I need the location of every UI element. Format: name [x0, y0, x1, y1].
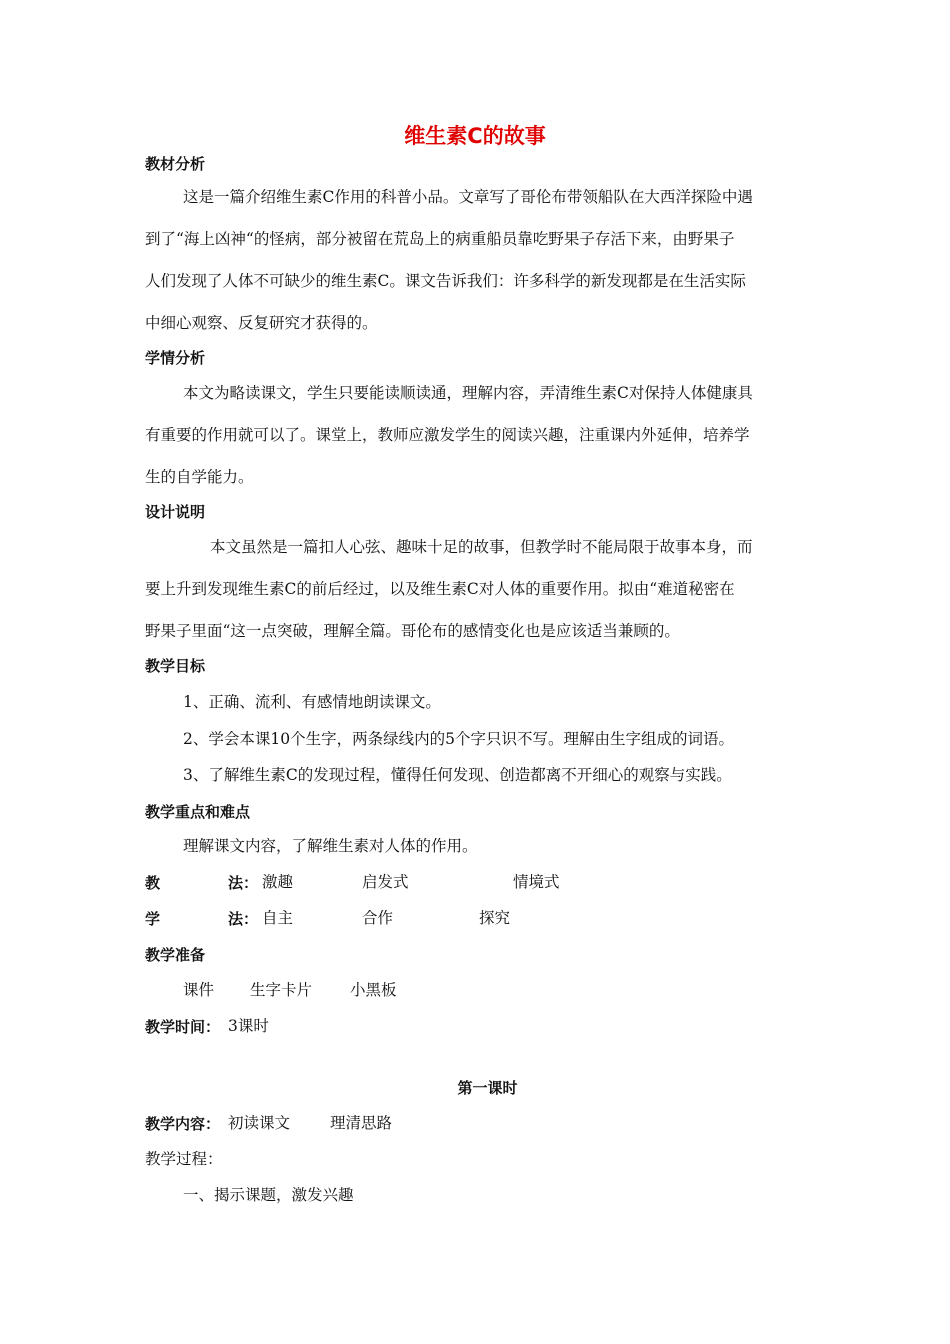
prep-item-1: 课件 — [183, 981, 215, 999]
lesson1-heading: 第一课时 — [457, 1079, 518, 1097]
learner-line-1: 本文为略读课文，学生只要能读顺读通，理解内容，弄清维生素C对保持人体健康具 — [183, 384, 753, 402]
prep-item-3: 小黑板 — [350, 981, 397, 999]
lesson1-content-1: 初读课文 — [228, 1114, 291, 1132]
keypoints-text: 理解课文内容，了解维生素对人体的作用。 — [183, 837, 478, 855]
heading-design: 设计说明 — [145, 503, 206, 521]
time-label: 教学时间： — [145, 1018, 221, 1036]
learn-method-label-b: 法： — [228, 910, 259, 928]
lesson1-step-1: 一、揭示课题，激发兴趣 — [183, 1186, 354, 1204]
prep-item-2: 生字卡片 — [250, 981, 313, 999]
design-line-1: 本文虽然是一篇扣人心弦、趣味十足的故事，但教学时不能局限于故事本身，而 — [210, 538, 753, 556]
teach-method-label-b: 法： — [228, 874, 259, 892]
learn-method-3: 探究 — [479, 909, 511, 927]
learner-line-2: 有重要的作用就可以了。课堂上，教师应激发学生的阅读兴趣，注重课内外延伸，培养学 — [145, 426, 750, 444]
learn-method-2: 合作 — [362, 909, 394, 927]
lesson1-content-label: 教学内容： — [145, 1115, 221, 1133]
lesson1-process-label: 教学过程： — [145, 1150, 223, 1168]
heading-material: 教材分析 — [145, 155, 206, 173]
learn-method-1: 自主 — [262, 909, 294, 927]
material-line-4: 中细心观察、反复研究才获得的。 — [145, 314, 378, 332]
material-line-1: 这是一篇介绍维生素C作用的科普小品。文章写了哥伦布带领船队在大西洋探险中遇 — [183, 188, 753, 206]
learner-line-3: 生的自学能力。 — [145, 468, 254, 486]
design-line-2: 要上升到发现维生素C的前后经过，以及维生素C对人体的重要作用。拟由“难道秘密在 — [145, 580, 735, 598]
goal-item-3: 3、了解维生素C的发现过程，懂得任何发现、创造都离不开细心的观察与实践。 — [183, 766, 732, 784]
material-line-2: 到了“海上凶神“的怪病，部分被留在荒岛上的病重船员靠吃野果子存活下来，由野果子 — [145, 230, 735, 248]
heading-goals: 教学目标 — [145, 657, 206, 675]
heading-learner: 学情分析 — [145, 349, 206, 367]
teach-method-2: 启发式 — [362, 873, 409, 891]
document-title: 维生素C的故事 — [404, 124, 546, 148]
learn-method-label-a: 学 — [145, 910, 161, 928]
teach-method-1: 激趣 — [262, 873, 294, 891]
material-line-3: 人们发现了人体不可缺少的维生素C。课文告诉我们：许多科学的新发现都是在生活实际 — [145, 272, 746, 290]
teach-method-3: 情境式 — [513, 873, 560, 891]
heading-prep: 教学准备 — [145, 946, 206, 964]
heading-keypoints: 教学重点和难点 — [145, 803, 251, 821]
design-line-3: 野果子里面“这一点突破，理解全篇。哥伦布的感情变化也是应该适当兼顾的。 — [145, 622, 680, 640]
time-value: 3课时 — [228, 1017, 269, 1035]
goal-item-1: 1、正确、流利、有感情地朗读课文。 — [183, 693, 441, 711]
goal-item-2: 2、学会本课10个生字，两条绿线内的5个字只识不写。理解由生字组成的词语。 — [183, 730, 734, 748]
lesson1-content-2: 理清思路 — [330, 1114, 393, 1132]
teach-method-label-a: 教 — [145, 874, 161, 892]
